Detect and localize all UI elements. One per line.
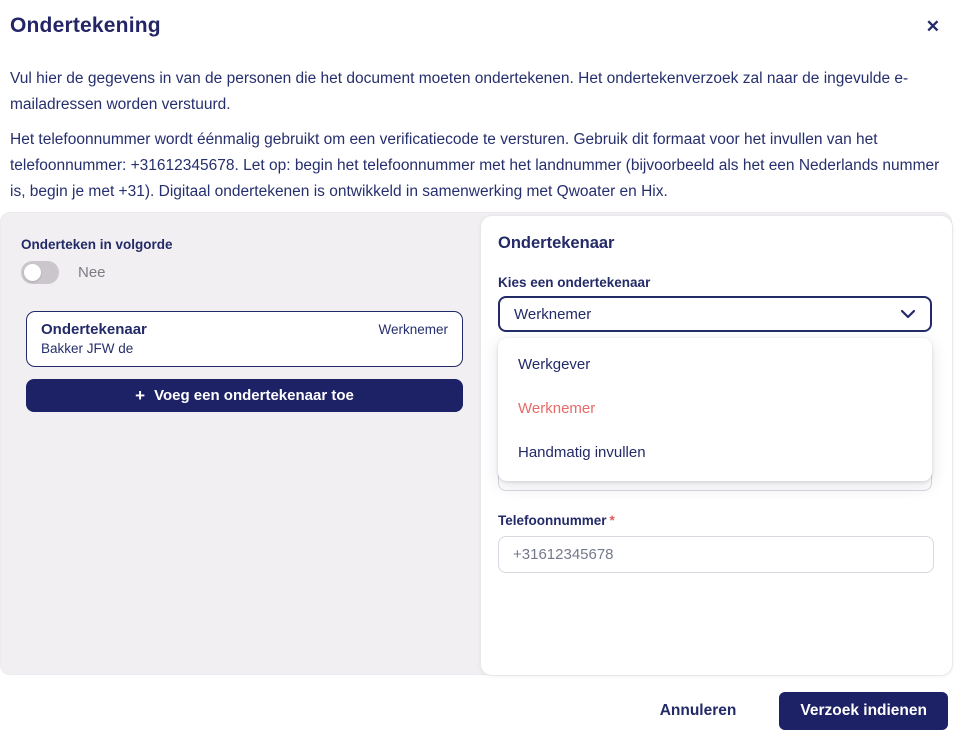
order-toggle-value: Nee [78,264,106,281]
phone-label [498,513,615,528]
signing-panel [0,212,952,675]
required-asterisk: * [609,513,615,528]
sign-in-order-toggle-row [21,261,106,284]
phone-label-text: Telefoonnummer [498,513,607,528]
chevron-down-icon [900,309,916,319]
plus-icon: + [135,386,146,405]
dropdown-option-werkgever[interactable]: Werkgever [518,356,591,373]
cancel-button[interactable]: Annuleren [659,702,737,719]
order-toggle[interactable] [21,261,59,284]
signer-card-role: Werknemer [378,322,448,337]
signer-select[interactable] [498,296,932,332]
signer-select-value: Werknemer [514,305,592,323]
phone-input[interactable] [498,536,934,573]
order-toggle-knob [24,264,41,281]
signers-list-panel [1,213,480,674]
add-signer-button[interactable] [26,379,463,412]
signer-card[interactable] [26,311,463,367]
signer-select-label: Kies een ondertekenaar [498,275,651,290]
signer-card-name: Bakker JFW de [41,341,134,356]
signer-card-title: Ondertekenaar [41,321,147,338]
signer-detail-heading: Ondertekenaar [498,234,615,252]
page-title: Ondertekening [10,14,161,37]
submit-request-button[interactable]: Verzoek indienen [779,692,948,730]
signer-card-head [41,321,448,338]
intro-text: Vul hier de gegevens in van de personen die het document moeten ondertekenen. Het ondertekenverzoek zal naar de ingevulde e-mailadressen worden verstuurd. [10,70,909,113]
modal-footer [660,692,948,730]
add-signer-button-label: Voeg een ondertekenaar toe [154,387,354,404]
signer-detail-panel [480,215,953,676]
signer-select-dropdown [498,338,932,481]
dropdown-option-handmatig[interactable]: Handmatig invullen [518,444,646,461]
dropdown-option-werknemer[interactable]: Werknemer [518,400,596,417]
phone-info-text: Het telefoonnummer wordt éénmalig gebruikt om een verificatiecode te versturen. Gebruik dit formaat voor het invullen van het telefoonnummer: +31612345678. Let op: begin het telefoonnummer met het landnummer (bijvoorbeeld als het een Nederlands nummer is, begin je met +31). Digitaal ondertekenen is ontwikkeld in samenwerking met Qwoater en Hix. [10,131,940,200]
close-icon[interactable]: ✕ [925,17,940,36]
sign-in-order-label: Onderteken in volgorde [21,237,173,252]
